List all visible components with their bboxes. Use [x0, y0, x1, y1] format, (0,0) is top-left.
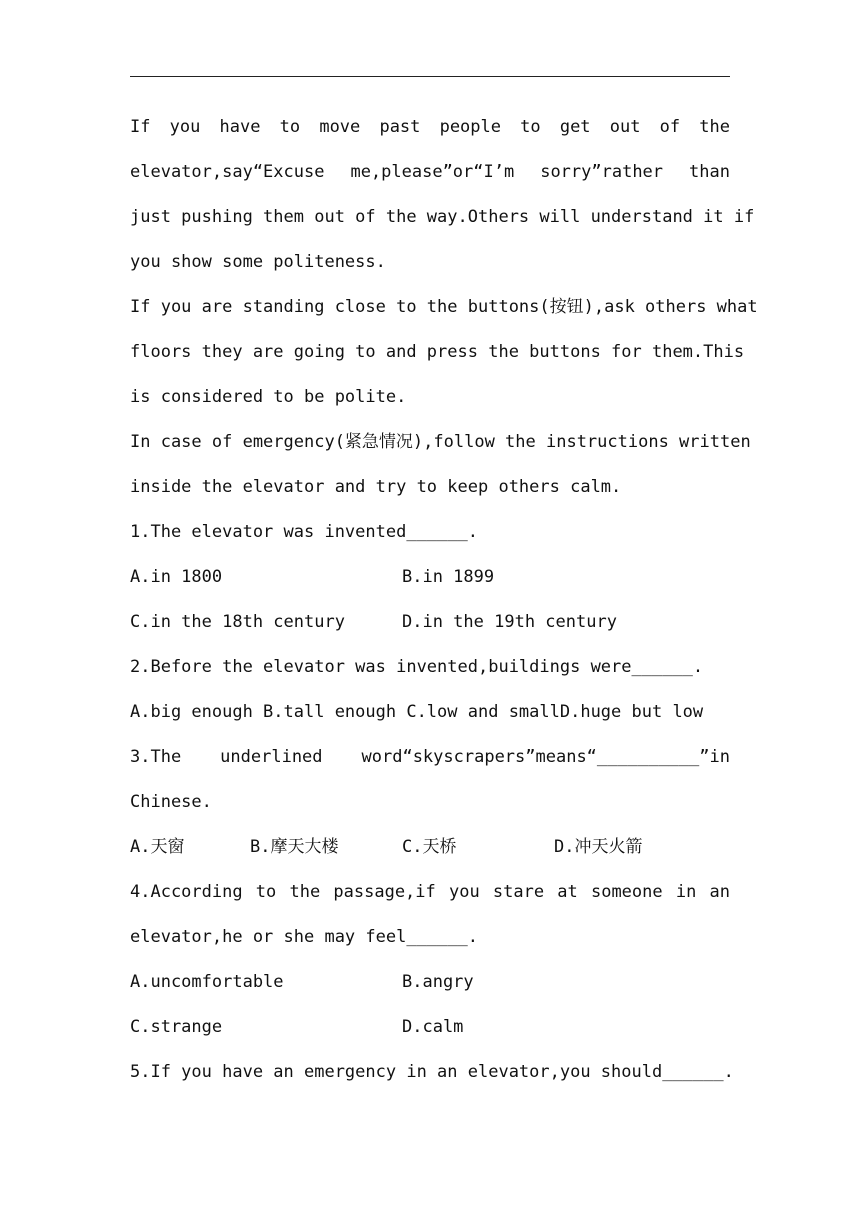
word: out — [609, 117, 641, 137]
word: to — [520, 117, 541, 137]
word: move — [319, 117, 361, 137]
word: stare — [492, 882, 545, 902]
question-2-options: A.big enough B.tall enough C.low and smallD.huge but low — [130, 702, 704, 722]
word: If — [130, 117, 151, 137]
question-4-stem-cont: elevator,he or she may feel______. — [130, 927, 478, 947]
word: you — [169, 117, 201, 137]
word: in — [675, 882, 697, 902]
word: someone — [590, 882, 663, 902]
word: 3.The — [130, 747, 182, 767]
word: to — [255, 882, 277, 902]
question-4-options-row — [130, 960, 730, 1005]
question-3-stem — [130, 735, 730, 780]
option-b: B.in 1899 — [402, 567, 495, 587]
word: me,please”or“I’m — [350, 162, 515, 182]
passage-line — [130, 105, 730, 150]
question-4-stem — [130, 870, 730, 915]
question-4-options-row — [130, 1005, 730, 1050]
option-a: A.in 1800 — [130, 567, 223, 587]
option-a: A.天窗 — [130, 837, 185, 857]
option-b: B.angry — [402, 972, 474, 992]
word: an — [709, 882, 730, 902]
word: have — [219, 117, 261, 137]
document-body — [130, 105, 758, 1095]
passage-line — [130, 150, 730, 195]
question-1-options-row — [130, 600, 730, 645]
word: underlined — [220, 747, 323, 767]
word: past — [379, 117, 421, 137]
passage-line: just pushing them out of the way.Others will understand it if — [130, 207, 755, 227]
word: the — [289, 882, 321, 902]
option-d: D.in the 19th century — [402, 612, 617, 632]
option-a: A.uncomfortable — [130, 972, 284, 992]
word: 4.According — [130, 882, 243, 902]
question-3-options-row — [130, 825, 730, 870]
word: at — [557, 882, 578, 902]
question-1-options-row — [130, 555, 730, 600]
word: elevator,say“Excuse — [130, 162, 325, 182]
header-rule — [130, 76, 730, 77]
word: get — [559, 117, 591, 137]
option-d: D.calm — [402, 1017, 464, 1037]
word: you — [448, 882, 480, 902]
word: the — [699, 117, 730, 137]
option-c: C.strange — [130, 1017, 223, 1037]
option-c: C.天桥 — [402, 837, 457, 857]
question-2-stem: 2.Before the elevator was invented,buildings were______. — [130, 657, 704, 677]
passage-line: In case of emergency(紧急情况),follow the instructions written — [130, 432, 751, 452]
passage-line: floors they are going to and press the buttons for them.This — [130, 342, 745, 362]
word: sorry”rather — [540, 162, 664, 182]
option-b: B.摩天大楼 — [250, 837, 339, 857]
question-3-stem-cont: Chinese. — [130, 792, 212, 812]
word: word“skyscrapers”means“__________”in — [361, 747, 730, 767]
option-c: C.in the 18th century — [130, 612, 345, 632]
passage-line: inside the elevator and try to keep others calm. — [130, 477, 622, 497]
word: passage,if — [333, 882, 436, 902]
word: people — [439, 117, 501, 137]
passage-line: you show some politeness. — [130, 252, 386, 272]
question-5-stem: 5.If you have an emergency in an elevator,you should______. — [130, 1062, 734, 1082]
passage-line: If you are standing close to the buttons(按钮),ask others what — [130, 297, 758, 317]
word: of — [659, 117, 681, 137]
passage-line: is considered to be polite. — [130, 387, 407, 407]
question-1-stem: 1.The elevator was invented______. — [130, 522, 478, 542]
word: to — [279, 117, 301, 137]
word: than — [689, 162, 730, 182]
option-d: D.冲天火箭 — [554, 837, 643, 857]
